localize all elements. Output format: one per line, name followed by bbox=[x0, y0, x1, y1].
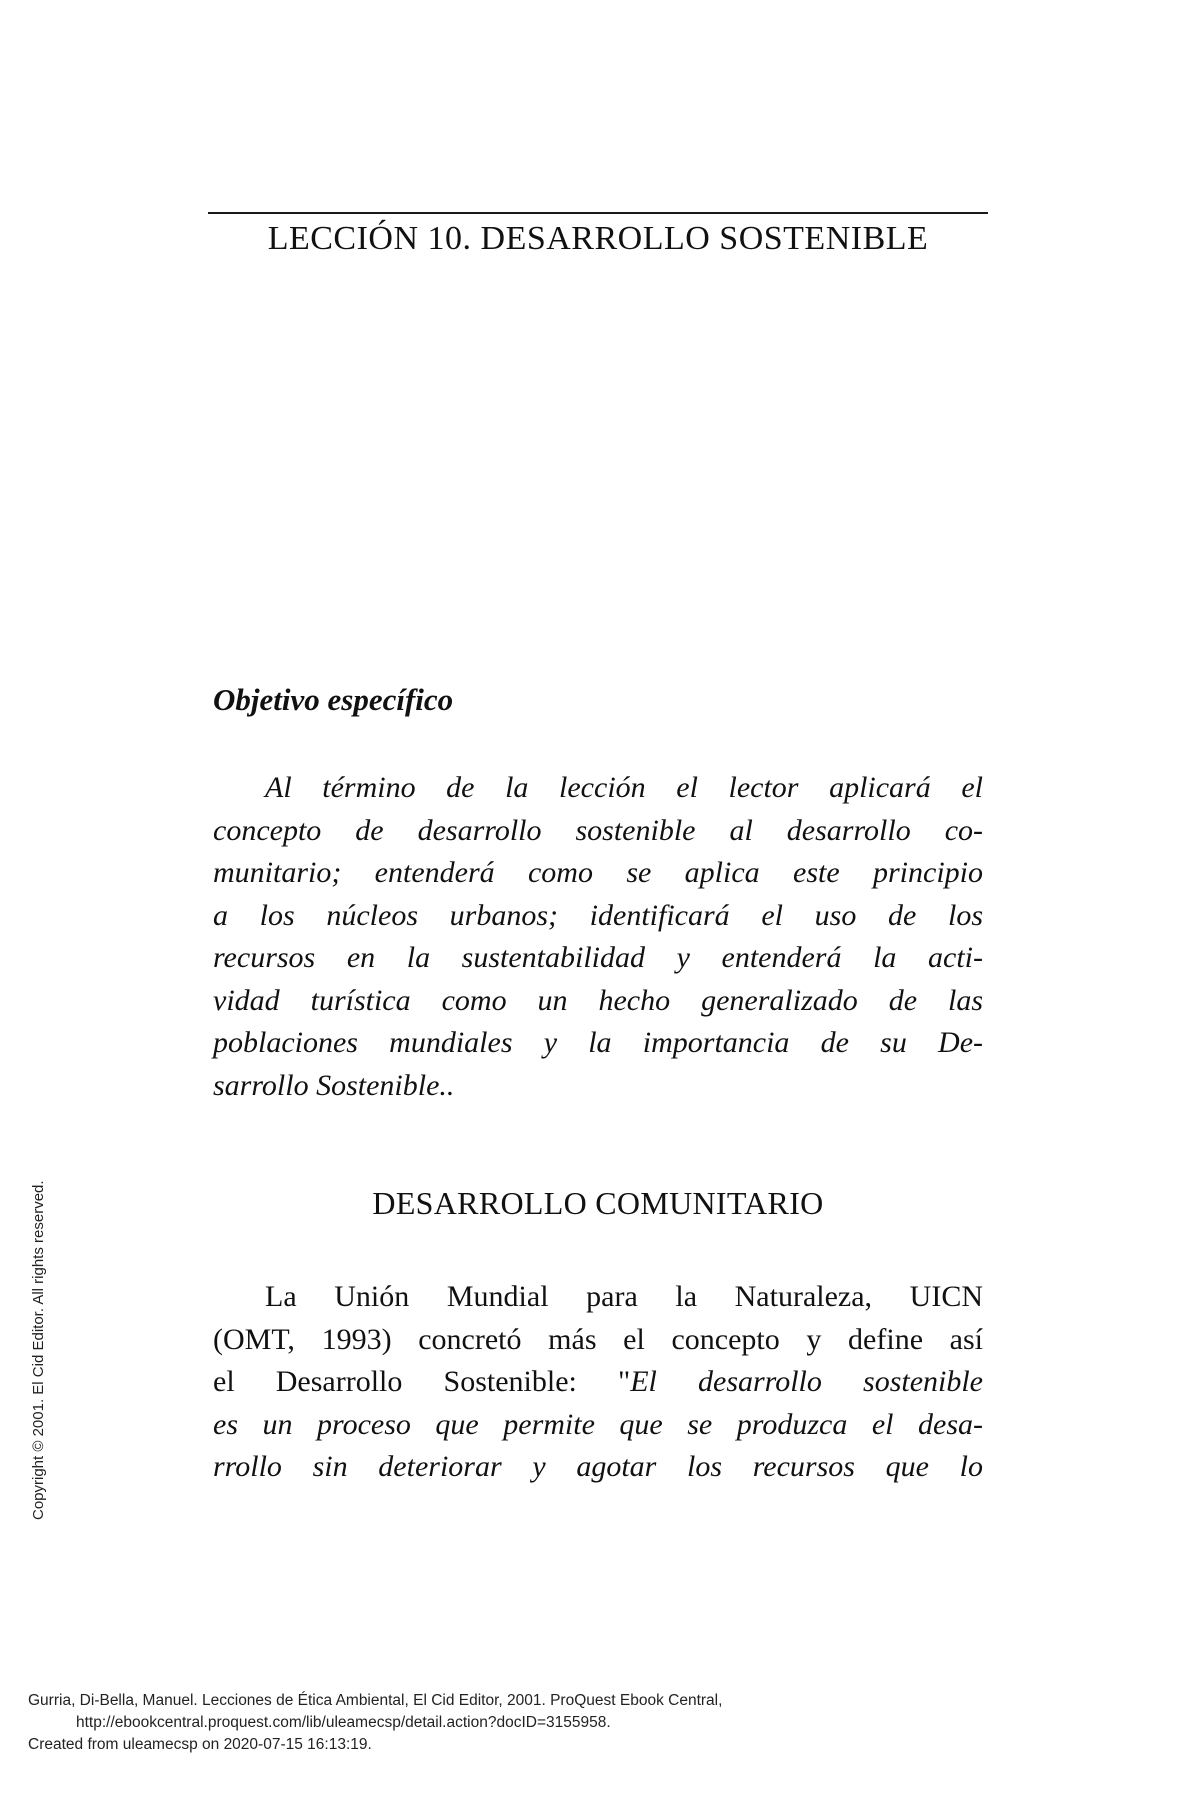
objective-paragraph bbox=[213, 767, 983, 1107]
objective-line: a los núcleos urbanos; identificará el uso de los bbox=[213, 898, 983, 932]
citation-url[interactable]: http://ebookcentral.proquest.com/lib/uleamecsp/detail.action?docID=3155958. bbox=[76, 1714, 611, 1731]
title-rule bbox=[208, 212, 988, 214]
objective-line: poblaciones mundiales y la importancia de su De- bbox=[213, 1026, 983, 1059]
objective-line: munitario; entenderá como se aplica este principio bbox=[213, 856, 983, 889]
body-line-roman-part: el Desarrollo Sostenible: " bbox=[213, 1365, 631, 1398]
objective-line: recursos en la sustentabilidad y entenderá la acti- bbox=[213, 941, 983, 974]
created-line: Created from uleamecsp on 2020-07-15 16:13:19. bbox=[28, 1736, 372, 1753]
side-copyright-notice: Copyright © 2001. El Cid Editor. All rights reserved. bbox=[30, 1180, 47, 1520]
section-heading: DESARROLLO COMUNITARIO bbox=[372, 1185, 824, 1221]
chapter-title: LECCIÓN 10. DESARROLLO SOSTENIBLE bbox=[267, 220, 929, 257]
objective-line: concepto de desarrollo sostenible al desarrollo co- bbox=[213, 813, 983, 847]
objective-line: sarrollo Sostenible.. bbox=[213, 1068, 455, 1102]
citation-line: Gurria, Di-Bella, Manuel. Lecciones de Ética Ambiental, El Cid Editor, 2001. ProQuest Ebook Central, bbox=[28, 1692, 723, 1709]
body-paragraph bbox=[213, 1276, 983, 1489]
body-line: (OMT, 1993) concretó más el concepto y define así bbox=[213, 1322, 983, 1356]
body-line: La Unión Mundial para la Naturaleza, UICN bbox=[265, 1280, 983, 1313]
body-line-mixed bbox=[213, 1361, 983, 1404]
objective-line: vidad turística como un hecho generalizado de las bbox=[213, 983, 983, 1017]
objective-line: Al término de la lección el lector aplicará el bbox=[265, 771, 983, 804]
body-line: rrollo sin deteriorar y agotar los recursos que lo bbox=[213, 1450, 983, 1483]
body-line-italic-part: El desarrollo sostenible bbox=[630, 1365, 983, 1398]
body-line: es un proceso que permite que se produzca el desa- bbox=[213, 1407, 983, 1441]
objective-heading: Objetivo específico bbox=[213, 682, 454, 717]
citation-footer bbox=[28, 1690, 1168, 1756]
